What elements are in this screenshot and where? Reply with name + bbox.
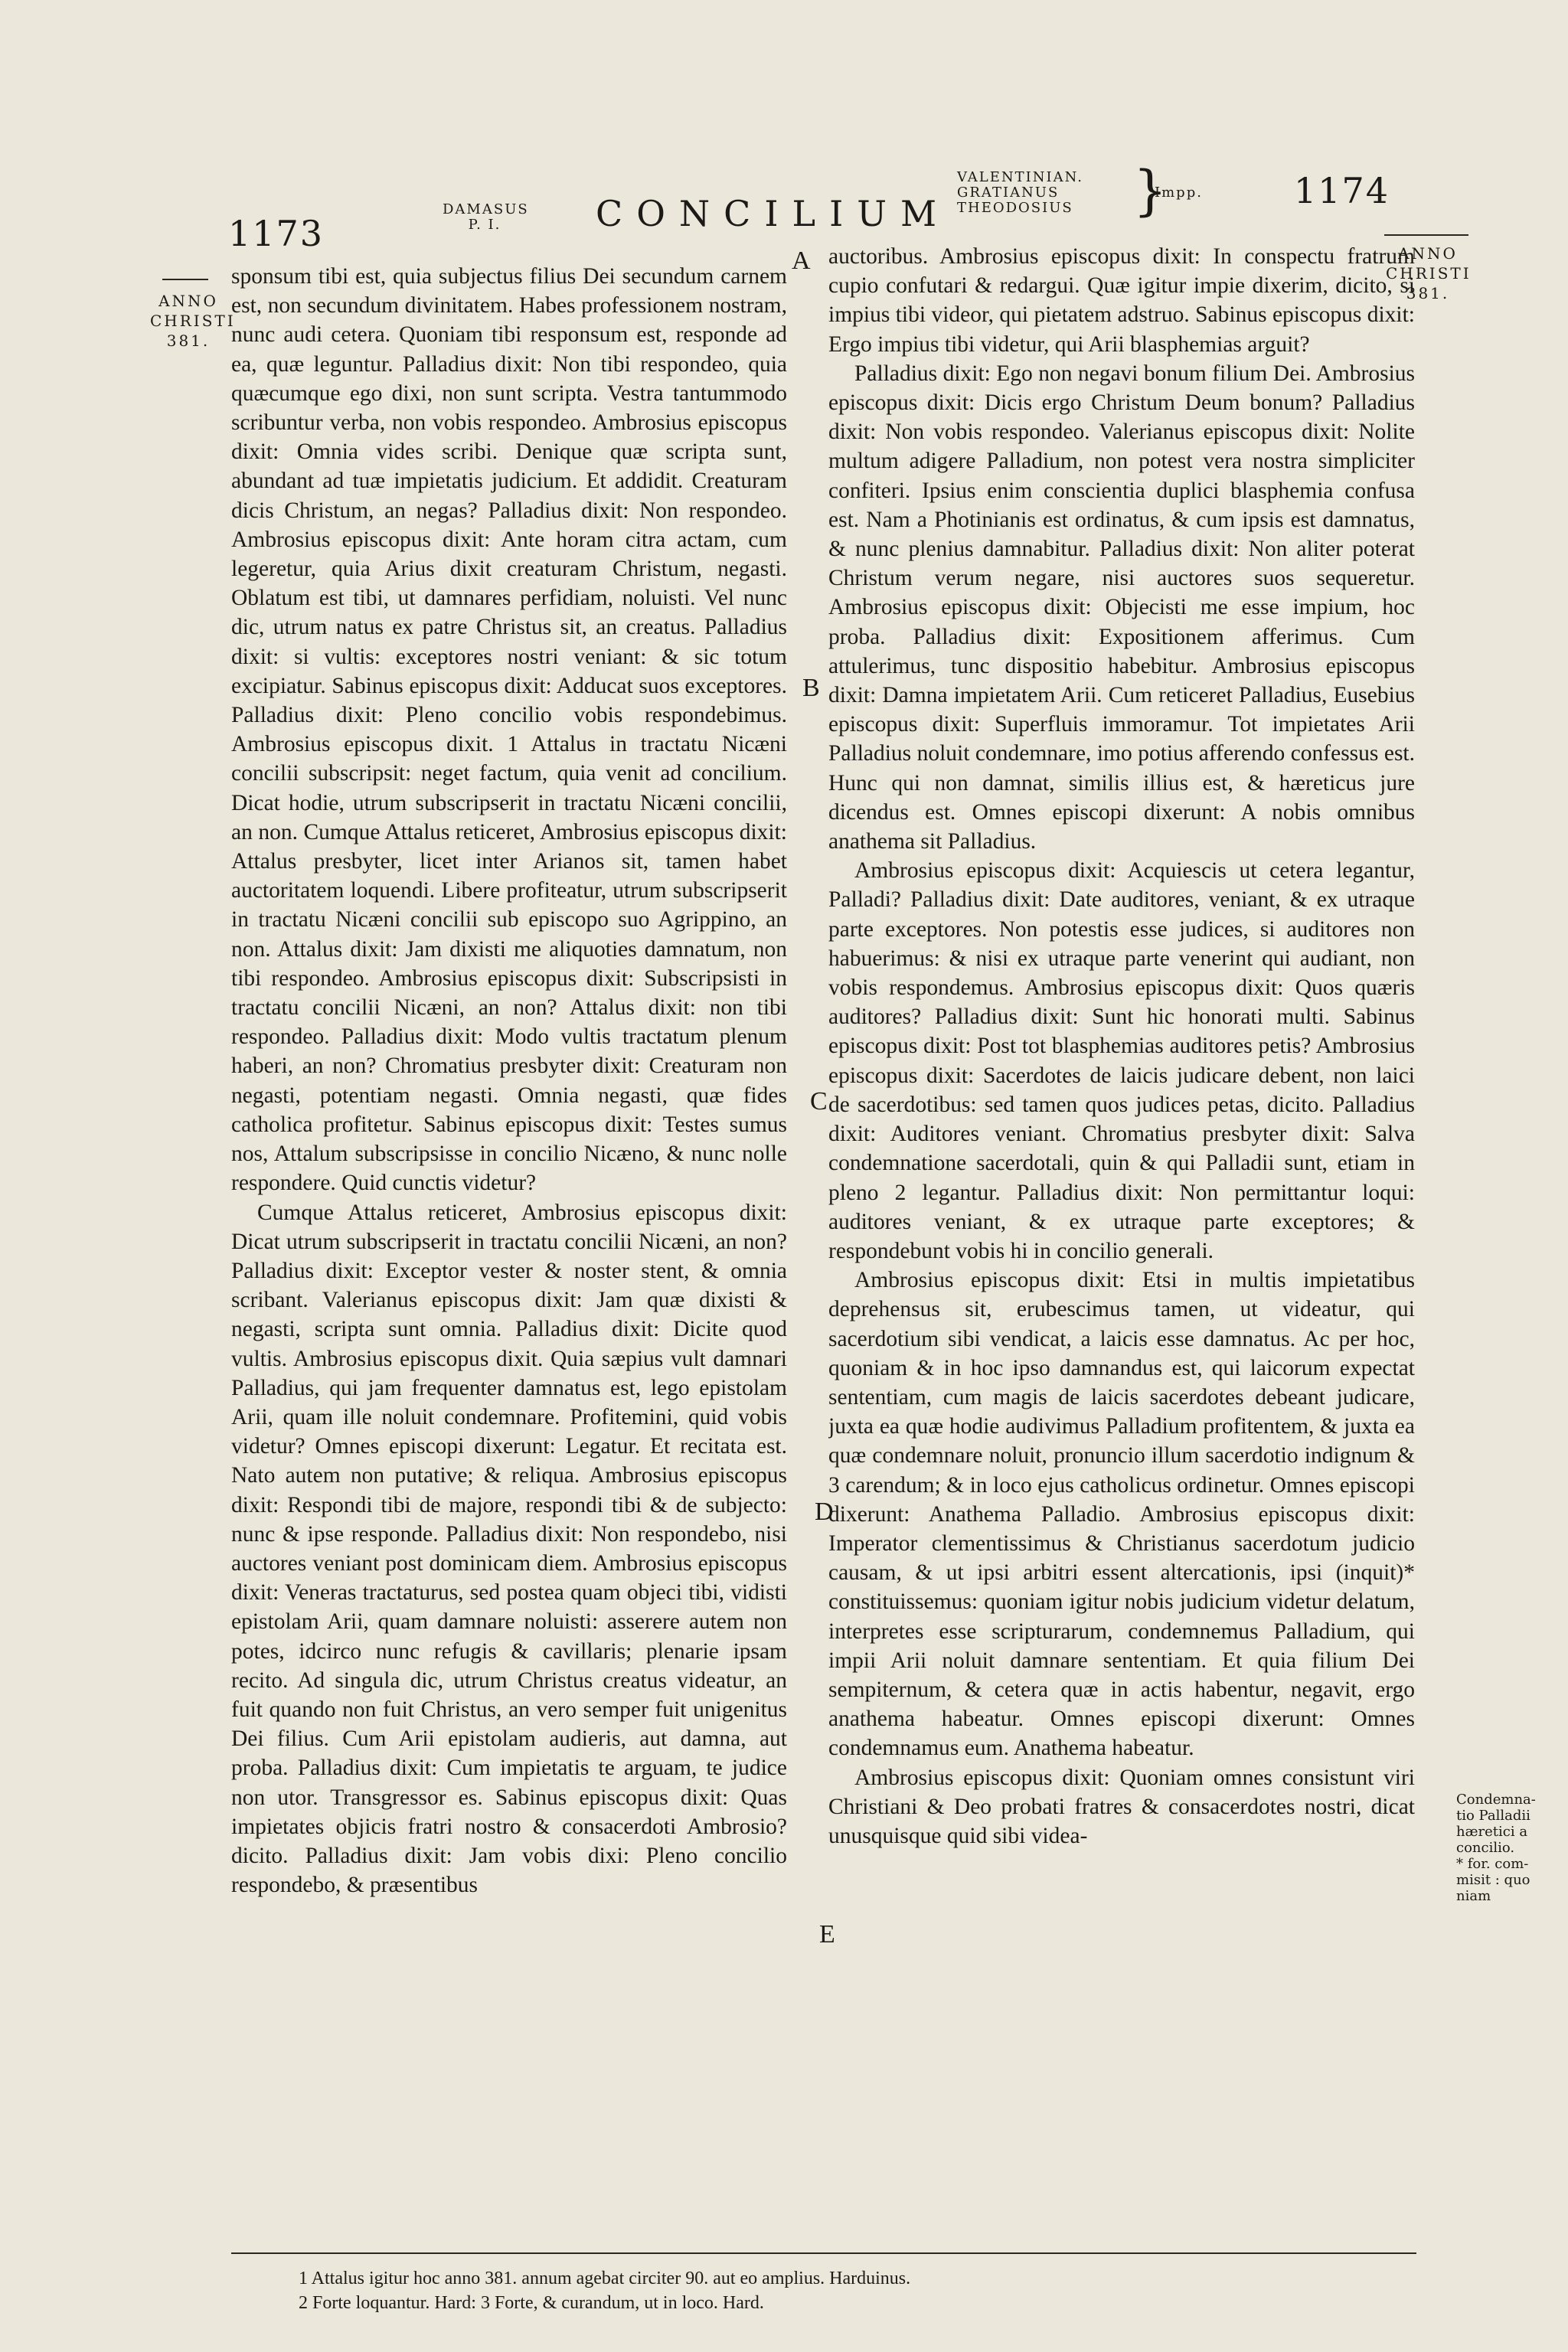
paragraph: Cumque Attalus reticeret, Ambrosius episcopus dixit: Dicat utrum subscripserit in tractatu concilii Nicæni, an non? Palladius dixit: Exceptor vester & noster stent, & omnia scribant. Valerianus episcopus dixit: Jam quæ dixisti & negasti, scripta sunt omnia. Palladius dixit: Dicite quod vultis. Ambrosius episcopus dixit. Quia sæpius vult damnari Palladius, qui jam frequenter damnatus est, lego epistolam Arii, quam ille noluit condemnare. Profitemini, quid vobis videtur? Omnes episcopi dixerunt: Legatur. Et recitata est. Nato autem non putative; & reliqua. Ambrosius episcopus dixit: Respondi tibi de majore, respondi tibi & de subjecto: nunc & ipse responde. Palladius dixit: Non respondebo, nisi auctores veniant post dominicam diem. Ambrosius episcopus dixit: Veneras tractaturus, sed postea quam objeci tibi, vidisti epistolam Arii, quam damnare noluisti: asserere autem non potes, idcirco nunc refugis & cavillaris; plenarie ipsam recito. Ad singula dic, utrum Christus creatus videatur, an fuit quando non fuit Christus, an vero semper fuit unigenitus Dei filius. Cum Arii epistolam audieris, aut damna, aut proba. Palladius dixit: Cum impietatis te arguam, te judice non utor. Transgressor es. Sabinus episcopus dixit: Quas impietates objicis fratri nostro & consacerdoti Ambrosio? dicito. Palladius dixit: Jam vobis dixi: Pleno concilio respondebo, & præsentibus [231, 1200, 787, 1898]
side-note-line: * for. com- [1456, 1856, 1529, 1872]
footnote-1: 1 Attalus igitur hoc anno 381. annum agebat circiter 90. aut eo amplius. Harduinus. [299, 2269, 911, 2288]
side-note-line: concilio. [1456, 1840, 1515, 1856]
brace-glyph: } [1133, 159, 1168, 222]
margin-rule-right [1384, 234, 1468, 236]
margin-year-value-right: 381. [1406, 284, 1450, 302]
margin-year-left [150, 291, 236, 351]
emperor-gratianus: GRATIANUS [957, 185, 1060, 201]
side-note-line: Condemna- [1456, 1792, 1536, 1808]
section-letter-a: A [792, 247, 811, 275]
margin-christi-right: CHRISTI [1386, 264, 1472, 283]
paragraph: Palladius dixit: Ego non negavi bonum filium Dei. Ambrosius episcopus dixit: Dicis ergo Christum Deum bonum? Palladius dixit: Non vobis respondeo. Valerianus episcopus dixit: Nolite multum adigere Palladium, non potest vera nostra simpliciter confiteri. Ipsius enim conscientia duplici blasphemia confusa est. Nam a Photinianis est ordinatus, & cum ipsis est damnatus, & nunc plenius damnabitur. Palladius dixit: Non aliter poterat Christum verum negare, nisi auctores suos sequeretur. Ambrosius episcopus dixit: Objecisti me esse impium, hoc proba. Palladius dixit: Expositionem afferimus. Cum attulerimus, tunc dispositio habebitur. Ambrosius episcopus dixit: Damna impietatem Arii. Cum reticeret Palladius, Eusebius episcopus dixit: Superfluis immoramur. Tot impietates Arii Palladius noluit condemnare, imo potius afferendo confessus est. Hunc qui non damnat, similis illius est, & hæreticus jure dicendus est. Omnes episcopi dixerunt: A nobis omnibus anathema sit Palladius. [828, 361, 1415, 854]
side-note-line: misit : quo [1456, 1872, 1530, 1888]
margin-rule-left [162, 279, 208, 280]
side-note-condemnatio [1456, 1792, 1556, 1904]
section-letter-d: D [815, 1498, 834, 1526]
footnote-2-3: 2 Forte loquantur. Hard: 3 Forte, & curandum, ut in loco. Hard. [299, 2293, 764, 2313]
side-note-line: tio Palladii [1456, 1808, 1530, 1824]
paragraph: Ambrosius episcopus dixit: Etsi in multis impietatibus deprehensus sit, erubescimus tamen, ut videatur, qui sacerdotium sibi vendicat, a laicis esse damnatus. Ac per hoc, quoniam & in hoc ipso damnandus est, qui laicorum expectat sententiam, cum magis de laicis sacerdotes debeant judicare, juxta ea quæ hodie audivimus Palladium profitentem, & juxta ea quæ condemnare noluit, pronuncio illum sacerdotio indignum & 3 carendum; & in loco ejus catholicus ordinetur. Omnes episcopi dixerunt: Anathema Palladio. Ambrosius episcopus dixit: Imperator clementissimus & Christianus sacerdotum judicio causam, & ut ipsi arbitri essent altercationis, ipsi (inquit)* constituissemus: quoniam igitur nobis judicium videtur delatum, interpretes esse scripturarum, condemnemus Palladium, qui impii Arii noluit damnare sententiam. Et quia filium Dei sempiternum, & cetera quæ in actis habentur, negavit, ergo anathema habeatur. Omnes episcopi dixerunt: Omnes condemnamus eum. Anathema habeatur. [828, 1268, 1415, 1761]
side-note-line: niam [1456, 1888, 1491, 1904]
paragraph: Ambrosius episcopus dixit: Quoniam omnes consistunt viri Christiani & Deo probati fratres & consacerdotes nostri, dicat unusquisque quid sibi videa- [828, 1765, 1415, 1848]
page-title: CONCILIUM [596, 193, 951, 234]
margin-christi-left: CHRISTI [150, 312, 236, 330]
text-column-left [231, 262, 787, 2222]
section-letter-e: E [819, 1920, 835, 1949]
section-letter-b: B [802, 674, 820, 702]
emperor-valentinian: VALENTINIAN. [957, 169, 1083, 185]
emperor-theodosius: THEODOSIUS [957, 200, 1073, 216]
footnote-rule [231, 2252, 1416, 2254]
paragraph: sponsum tibi est, quia subjectus filius Dei secundum carnem est, non secundum divinitatem. Habes professionem nostram, nunc audi cetera. Quoniam tibi responsum est, responde ad ea, quæ leguntur. Palladius dixit: Non tibi respondeo, quia quæcumque ego dixi, non sunt scripta. Vestra tantummodo scribuntur verba, non vobis respondeo. Ambrosius episcopus dixit: Omnia vides scribi. Denique quæ scripta sunt, abundant ad tuæ impietatis judicium. Et addidit. Creaturam dicis Christum, an negas? Palladius dixit: Non respondeo. Ambrosius episcopus dixit: Ante horam citra actam, cum legeretur, quia Arius dixit creaturam Christum, negasti. Oblatum est tibi, ut damnares perfidiam, noluisti. Vel nunc dic, utrum natus ex patre Christus sit, an creatus. Palladius dixit: si vultis: exceptores nostri veniant: & sic totum excipiatur. Sabinus episcopus dixit: Adducat suos exceptores. Palladius dixit: Pleno concilio vobis respondebimus. Ambrosius episcopus dixit. 1 Attalus in tractatu Nicæni concilii subscripsit: neget factum, quia venit ad concilium. Dicat hodie, utrum subscripserit in tractatu Nicæni concilii, an non. Cumque Attalus reticeret, Ambrosius episcopus dixit: Attalus presbyter, licet inter Arianos sit, tamen habet auctoritatem loquendi. Libere profiteatur, utrum subscripserit in tractatu Nicæni concilii sub episcopo suo Agrippino, an non. Attalus dixit: Jam dixisti me aliquoties damnatum, non tibi respondeo. Ambrosius episcopus dixit: Subscripsisti in tractatu concilii Nicæni, an non? Attalus dixit: non tibi respondeo. Palladius dixit: Modo vultis tractatum plenum haberi, an non? Chromatius presbyter dixit: Creaturam non negasti, potentiam negasti. Omnia negasti, quæ fides catholica profitetur. Sabinus episcopus dixit: Testes sumus nos, Attalum subscripsisse in concilio Nicæno, & nunc nolle respondere. Quid cunctis videtur? [231, 264, 787, 1196]
paragraph: auctoribus. Ambrosius episcopus dixit: In conspectu fratrum cupio confutari & redargui. Quæ igitur impie dixerim, dicito, si impius tibi videor, qui pietatem adstruo. Sabinus episcopus dixit: Ergo impius tibi videtur, qui Arii blasphemias arguit? [828, 244, 1415, 357]
margin-anno-right: ANNO [1398, 244, 1458, 263]
page-number-left: 1173 [228, 213, 325, 254]
paragraph: Ambrosius episcopus dixit: Acquiescis ut cetera legantur, Palladi? Palladius dixit: Date auditores, veniant, & ex utraque parte exceptores. Non potestis esse judices, si auditores non habuerimus: & nisi ex utraque parte venerint qui audiant, non vobis respondemus. Ambrosius episcopus dixit: Quos quæris auditores? Palladius dixit: Sunt hic honorati multi. Sabinus episcopus dixit: Post tot blasphemias auditores petis? Ambrosius episcopus dixit: Sacerdotes de laicis judicare debent, non laici de sacerdotibus: sed tamen quos judices petas, dicito. Palladius dixit: Auditores veniant. Chromatius presbyter dixit: Salva condemnatione sacerdotali, quin & qui Palladii sunt, etiam in pleno 2 legantur. Palladius dixit: Non permittantur loqui: auditores veniant, & ex utraque parte exceptores; & respondebunt vobis hi in concilio generali. [828, 858, 1415, 1263]
pope-number: P. I. [468, 217, 501, 233]
section-letter-c: C [810, 1087, 828, 1116]
footnotes [299, 2266, 1416, 2315]
page-number-right: 1174 [1294, 170, 1390, 211]
margin-year-value-left: 381. [166, 332, 211, 350]
pope-name [443, 202, 527, 233]
margin-anno-left: ANNO [158, 292, 218, 310]
imperatores-label: Impp. [1155, 185, 1203, 201]
emperors-list [957, 170, 1083, 216]
text-column-right [828, 242, 1415, 2242]
pope-name-text: DAMASUS [443, 201, 529, 217]
side-note-line: hæretici a [1456, 1824, 1528, 1840]
